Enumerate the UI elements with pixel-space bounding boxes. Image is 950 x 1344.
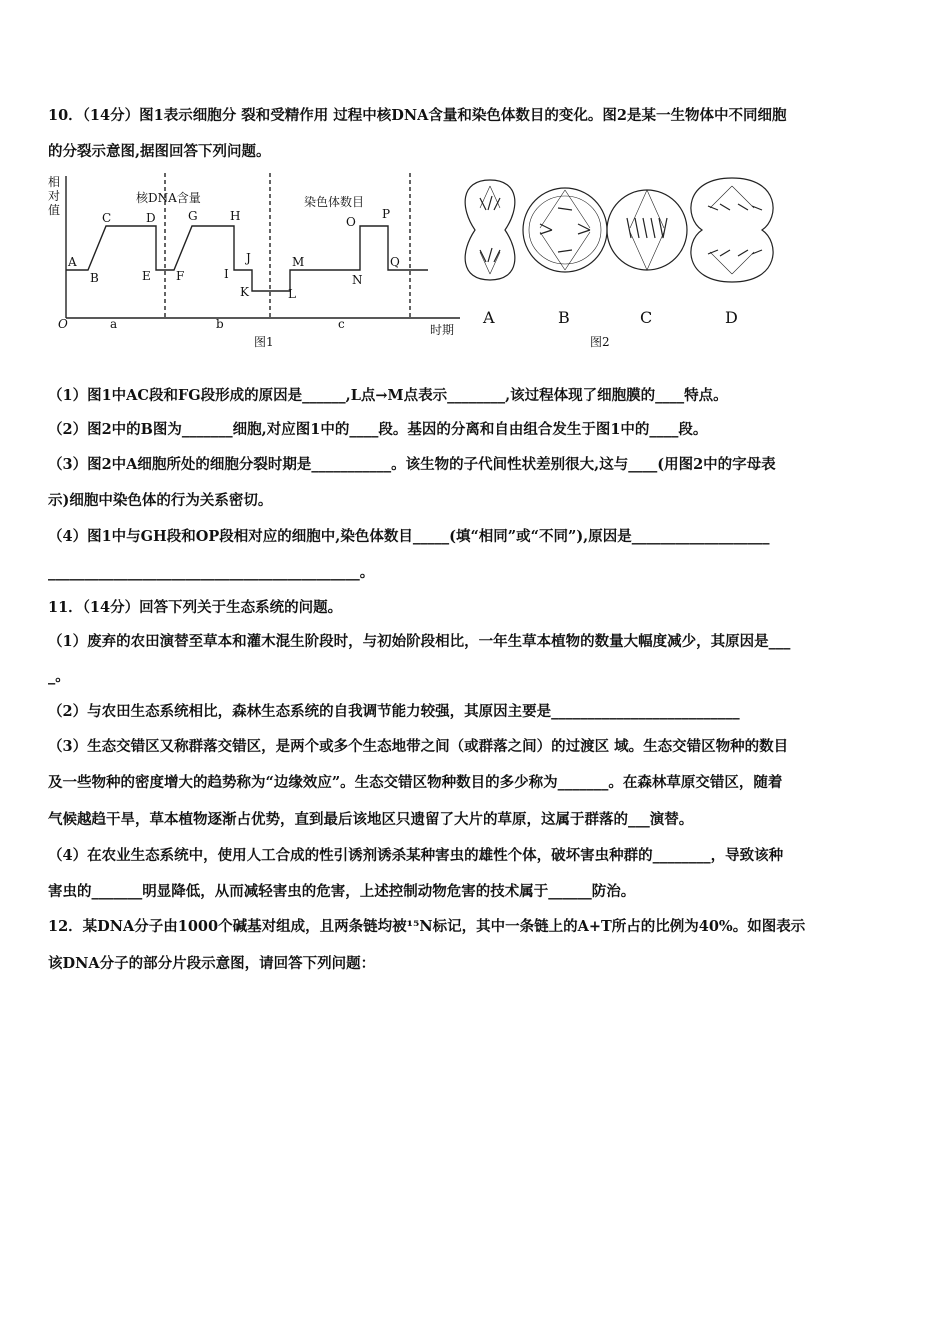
- q11-line-2: （1）废弃的农田演替至草本和灌木混生阶段时，与初始阶段相比，一年生草本植物的数量大幅度减少，其原因是___: [48, 633, 791, 650]
- q10-line-2: 的分裂示意图,据图回答下列问题。: [48, 143, 271, 160]
- q10-line-5: （3）图2中A细胞所处的细胞分裂时期是___________。该生物的子代间性状差别很大,这与____(用图2中的字母表: [48, 456, 776, 473]
- fig2-label-d: D: [725, 308, 738, 327]
- fig2-label-a: A: [483, 308, 495, 327]
- q12-line-1: 12．某DNA分子由1000个碱基对组成，且两条链均被¹⁵N标记，其中一条链上的A+T所占的比例为40%。如图表示: [48, 918, 806, 935]
- fig1-period-b: b: [216, 317, 224, 331]
- fig1-point-h: H: [230, 209, 241, 223]
- fig1-point-q: Q: [390, 255, 400, 269]
- fig1-point-a: A: [68, 255, 77, 269]
- q11-line-8: （4）在农业生态系统中，使用人工合成的性引诱剂诱杀某种害虫的雄性个体，破坏害虫种群的________，导致该种: [48, 847, 784, 864]
- fig1-point-b: B: [90, 271, 99, 285]
- fig2-caption: 图2: [590, 335, 610, 349]
- fig1-period-c: c: [338, 317, 345, 331]
- q10-line-4: （2）图2中的B图为_______细胞,对应图1中的____段。基因的分离和自由组合发生于图1中的____段。: [48, 421, 708, 438]
- q11-line-5: （3）生态交错区又称群落交错区，是两个或多个生态地带之间（或群落之间）的过渡区 域。生态交错区物种的数目: [48, 738, 789, 755]
- fig1-dna-label: 核DNA含量: [136, 191, 201, 205]
- figures-svg: [40, 168, 900, 358]
- fig2-cell-c: [607, 190, 687, 270]
- figure-1: [66, 173, 460, 318]
- fig1-ylabel-3: 值: [48, 203, 61, 217]
- fig2-cell-d: [691, 178, 773, 282]
- fig2-cell-a: [465, 180, 515, 280]
- fig1-ylabel-2: 对: [48, 189, 61, 203]
- q10-line-8: ___________________________________________。: [48, 564, 375, 581]
- fig1-point-p: P: [382, 207, 391, 221]
- fig1-point-m: M: [292, 255, 305, 269]
- fig1-point-o: O: [346, 215, 356, 229]
- fig1-point-f: F: [176, 269, 185, 283]
- fig1-point-j: J: [246, 251, 251, 265]
- q11-line-9: 害虫的_______明显降低，从而减轻害虫的危害，上述控制动物危害的技术属于______防治。: [48, 883, 636, 900]
- fig1-point-k: K: [240, 285, 249, 299]
- fig1-origin: O: [58, 317, 68, 331]
- fig1-point-c: C: [102, 211, 112, 225]
- fig1-point-g: G: [188, 209, 198, 223]
- q11-line-6: 及一些物种的密度增大的趋势称为“边缘效应”。生态交错区物种数目的多少称为_______。在森林草原交错区，随着: [48, 774, 783, 791]
- fig1-point-n: N: [352, 273, 363, 287]
- fig1-ylabel-1: 相: [48, 175, 61, 189]
- fig2-label-c: C: [640, 308, 653, 327]
- q11-line-1: 11．（14分）回答下列关于生态系统的问题。: [48, 599, 343, 616]
- q10-line-6: 示)细胞中染色体的行为关系密切。: [48, 492, 273, 509]
- q11-line-4: （2）与农田生态系统相比，森林生态系统的自我调节能力较强，其原因主要是__________________________: [48, 703, 740, 720]
- figure-area: [40, 168, 900, 358]
- fig1-point-i: I: [224, 267, 229, 281]
- fig2-cell-b: [523, 188, 607, 272]
- q10-line-1: 10．（14分）图1表示细胞分 裂和受精作用 过程中核DNA含量和染色体数目的变化。图2是某一生物体中不同细胞: [48, 107, 787, 124]
- fig2-label-b: B: [558, 308, 570, 327]
- fig1-x-label: 时期: [430, 323, 455, 337]
- q10-line-3: （1）图1中AC段和FG段形成的原因是______,L点→M点表示________,该过程体现了细胞膜的____特点。: [48, 387, 728, 404]
- q11-line-7: 气候越趋干旱，草本植物逐渐占优势，直到最后该地区只遗留了大片的草原，这属于群落的___演替。: [48, 811, 694, 828]
- q10-line-7: （4）图1中与GH段和OP段相对应的细胞中,染色体数目_____(填“相同”或“不同”),原因是___________________: [48, 528, 770, 545]
- fig1-chrom-label: 染色体数目: [304, 195, 365, 209]
- fig1-period-a: a: [110, 317, 118, 331]
- q12-line-2: 该DNA分子的部分片段示意图，请回答下列问题：: [48, 955, 376, 972]
- fig1-point-d: D: [146, 211, 156, 225]
- q11-line-3: _。: [48, 668, 70, 685]
- fig1-point-e: E: [142, 269, 151, 283]
- fig1-caption: 图1: [254, 335, 274, 349]
- fig1-point-l: L: [288, 287, 296, 301]
